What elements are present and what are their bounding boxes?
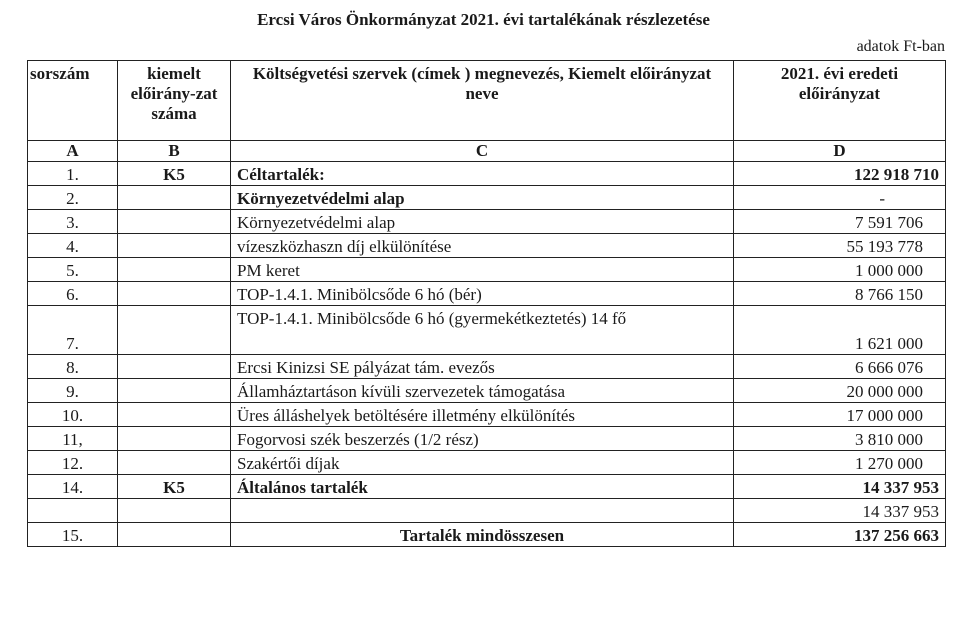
row-name: Fogorvosi szék beszerzés (1/2 rész): [231, 427, 734, 451]
row-name: vízeszközhaszn díj elkülönítése: [231, 234, 734, 258]
row-value: 3 810 000: [734, 427, 946, 451]
row-value: 55 193 778: [734, 234, 946, 258]
table-row: [28, 355, 946, 379]
row-code: [118, 282, 231, 306]
row-code: [118, 258, 231, 282]
header-sorszam: sorszám: [28, 61, 118, 141]
row-number: 6.: [28, 282, 118, 306]
table-row: [28, 258, 946, 282]
row-value: 1 270 000: [734, 451, 946, 475]
row-code: K5: [118, 162, 231, 186]
header-eloiranyzat: 2021. évi eredeti előirányzat: [734, 61, 946, 141]
row-value: 122 918 710: [734, 162, 946, 186]
row-code: [118, 451, 231, 475]
row-code: [118, 355, 231, 379]
table-row: [28, 186, 946, 210]
letter-d: D: [734, 141, 946, 162]
row-number: 9.: [28, 379, 118, 403]
row-value: 1 000 000: [734, 258, 946, 282]
unit-note: adatok Ft-ban: [856, 38, 945, 55]
reserve-table: [27, 60, 946, 547]
header-megnevezes: Költségvetési szervek (címek ) megnevezés, Kiemelt előirányzat neve: [231, 61, 734, 141]
row-name: Államháztartáson kívüli szervezetek támogatása: [231, 379, 734, 403]
row-name: PM keret: [231, 258, 734, 282]
table-row: [28, 210, 946, 234]
document-title: Ercsi Város Önkormányzat 2021. évi tartalékának részlezetése: [257, 10, 710, 29]
row-value: 1 621 000: [734, 306, 946, 355]
row-code: [118, 403, 231, 427]
row-number: 2.: [28, 186, 118, 210]
row-number: 3.: [28, 210, 118, 234]
row-value: 20 000 000: [734, 379, 946, 403]
row-name: Környezetvédelmi alap: [231, 186, 734, 210]
row-code: [118, 379, 231, 403]
table-row: [28, 403, 946, 427]
table-row: [28, 379, 946, 403]
row-code: [118, 523, 231, 547]
row-name-cell: [231, 306, 734, 355]
row-number: 10.: [28, 403, 118, 427]
row-value: 7 591 706: [734, 210, 946, 234]
row-number: 1.: [28, 162, 118, 186]
table-row: [28, 162, 946, 186]
table-row: [28, 451, 946, 475]
header-kiemelt: kiemelt előirány-zat száma: [118, 61, 231, 141]
row-number: 14.: [28, 475, 118, 499]
row-number: 4.: [28, 234, 118, 258]
row-value: 8 766 150: [734, 282, 946, 306]
row-name: Céltartalék:: [231, 162, 734, 186]
header-row: [28, 61, 946, 141]
row-name: Szakértői díjak: [231, 451, 734, 475]
row-code: [118, 499, 231, 523]
table-row: [28, 282, 946, 306]
row-code: [118, 427, 231, 451]
table-row: [28, 306, 946, 355]
row-value: 14 337 953: [734, 475, 946, 499]
row-number: 8.: [28, 355, 118, 379]
row-name: TOP-1.4.1. Minibölcsőde 6 hó (bér): [231, 282, 734, 306]
row-number: 11,: [28, 427, 118, 451]
row-code: K5: [118, 475, 231, 499]
column-letters-row: [28, 141, 946, 162]
table-row: [28, 475, 946, 499]
row-value: 14 337 953: [734, 499, 946, 523]
table-row: [28, 427, 946, 451]
row-number: [28, 499, 118, 523]
row-value: 17 000 000: [734, 403, 946, 427]
total-value: 137 256 663: [734, 523, 946, 547]
row-code: [118, 306, 231, 355]
table-row: [28, 234, 946, 258]
row-number: 15.: [28, 523, 118, 547]
row-name: Általános tartalék: [231, 475, 734, 499]
row-name: [231, 499, 734, 523]
row-number: 12.: [28, 451, 118, 475]
row-number: 5.: [28, 258, 118, 282]
letter-a: A: [28, 141, 118, 162]
total-label: Tartalék mindösszesen: [231, 523, 734, 547]
row-code: [118, 234, 231, 258]
letter-b: B: [118, 141, 231, 162]
row-name: TOP-1.4.1. Minibölcsőde 6 hó (gyermekétkeztetés) 14 fő: [237, 309, 627, 328]
total-row: [28, 523, 946, 547]
row-name: Környezetvédelmi alap: [231, 210, 734, 234]
row-number: 7.: [28, 306, 118, 355]
letter-c: C: [231, 141, 734, 162]
row-code: [118, 186, 231, 210]
row-code: [118, 210, 231, 234]
table-row: [28, 499, 946, 523]
row-value: 6 666 076: [734, 355, 946, 379]
row-name: Ercsi Kinizsi SE pályázat tám. evezős: [231, 355, 734, 379]
row-name: Üres álláshelyek betöltésére illetmény elkülönítés: [231, 403, 734, 427]
row-value: -: [734, 186, 946, 210]
